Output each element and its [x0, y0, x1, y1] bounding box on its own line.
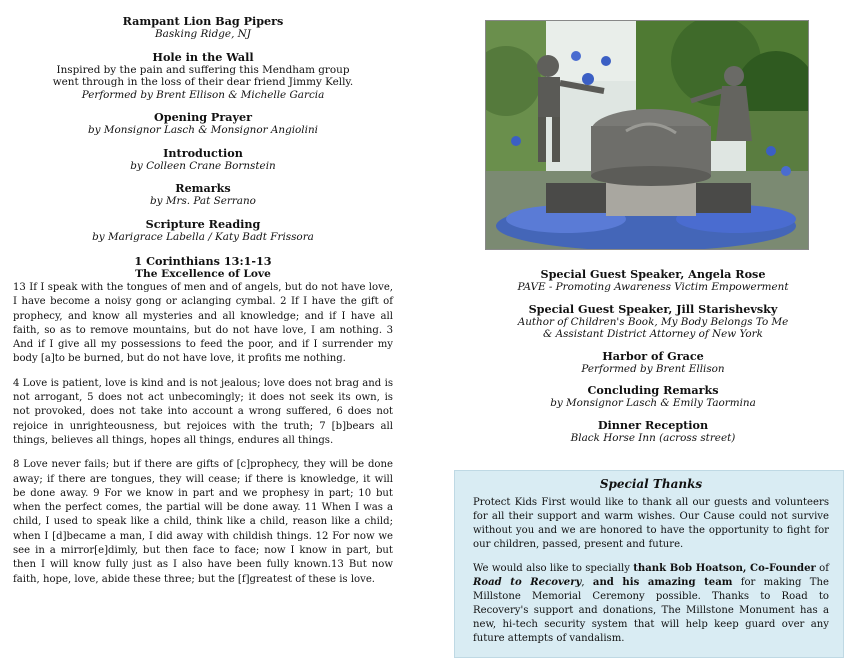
thanks-text: for making The Millstone Memorial Ceremony possible. Thanks to Road to Recovery's support and donations, The Millstone Monument has a new, hi-tech security system that will help keep guard over any future attempts of vandalism.: [473, 577, 829, 644]
program-item-title: Scripture Reading: [145, 216, 261, 231]
program-item-credit: by Marigrace Labella / Katy Badt Frissora: [92, 230, 314, 243]
left-column: [13, 14, 393, 597]
scripture-paragraph-3: 8 Love never fails; but if there are gifts of [c]prophecy, they will be done away; if there are tongues, they will cease; if there is knowledge, it will be done away. 9 For we know in part and we prophesy in part; 10 but when the perfect comes, the partial will be done away. 11 When I was a child, I used to speak like a child, think like a child, reason like a child; when I [d]became a man, I did away with childish things. 12 For now we see in a mirror[e]dimly, but then face to face; now I know in part, but then I will know fully just as I also have been fully known.13 But now faith, hope, love, abide these three; but the [f]greatest of these is love.: [13, 459, 393, 585]
program-item: [13, 181, 393, 208]
thanks-road-to-recovery: Road to Recovery: [473, 577, 582, 588]
program-item-line: went through in the loss of their dear friend Jimmy Kelly.: [52, 76, 354, 88]
scripture-subtitle: The Excellence of Love: [135, 268, 271, 280]
program-item-title: Special Guest Speaker, Jill Starishevsky: [528, 301, 778, 316]
program-item: [458, 267, 848, 294]
scripture-paragraph-1: 13 If I speak with the tongues of men and of angels, but do not have love, I have become a noisy gong or aclanging cymbal. 2 If I have the gift of prophecy, and know all mysteries and all knowledge; and if I have all faith, so as to remove mountains, but do not have love, I am nothing. 3 And if I give all my possessions to feed the poor, and if I surrender my body [a]to be burned, but do not have love, it profits me nothing.: [13, 282, 393, 365]
thanks-text: of: [815, 563, 829, 574]
special-thanks-heading: Special Thanks: [599, 477, 703, 491]
program-item-credit: PAVE - Promoting Awareness Victim Empowerment: [517, 281, 789, 293]
program-item-title: Rampant Lion Bag Pipers: [122, 14, 284, 28]
program-list-right: [458, 267, 848, 444]
program-item-title: Opening Prayer: [154, 110, 252, 124]
program-item-credit: by Monsignor Lasch & Emily Taormina: [550, 397, 756, 409]
program-item-line: Inspired by the pain and suffering this Mendham group: [56, 63, 350, 76]
thanks-text: ,: [581, 577, 593, 588]
program-item-credit: Basking Ridge, NJ: [155, 28, 251, 40]
thanks-cofounder: thank Bob Hoatson, Co-Founder: [633, 563, 816, 574]
program-item-title: Hole in the Wall: [152, 49, 254, 64]
program-item-credit: by Colleen Crane Bornstein: [130, 159, 276, 172]
program-item: [13, 50, 393, 102]
program-item-credit: Performed by Brent Ellison: [581, 362, 725, 375]
program-item: [458, 383, 848, 410]
program-item-title: Dinner Reception: [597, 417, 709, 432]
program-item: [458, 302, 848, 341]
program-item-credit: Performed by Brent Ellison & Michelle Garcia: [81, 88, 325, 101]
memorial-statue-photo: [485, 20, 809, 250]
program-item-credit: by Mrs. Pat Serrano: [150, 195, 256, 207]
program-item-title: Special Guest Speaker, Angela Rose: [540, 267, 766, 281]
scripture-heading: [13, 254, 393, 281]
scripture-reference: 1 Corinthians 13:1-13: [134, 254, 272, 268]
thanks-team: and his amazing team: [592, 577, 733, 588]
program-item-title: Harbor of Grace: [602, 348, 704, 363]
program-item-title: Concluding Remarks: [587, 383, 719, 397]
special-thanks-paragraph-2: [473, 562, 829, 646]
program-item: [458, 418, 848, 445]
program-item: [13, 146, 393, 173]
program-item-title: Introduction: [163, 145, 243, 160]
photo-illustration: [486, 21, 808, 249]
program-item: [458, 349, 848, 376]
right-column: [458, 20, 848, 452]
program-item: [13, 217, 393, 244]
program-item: [13, 110, 393, 137]
program-item: [13, 14, 393, 41]
program-item-credit: & Assistant District Attorney of New York: [543, 328, 763, 340]
program-list-left: [13, 14, 393, 243]
special-thanks-box: [454, 470, 844, 658]
program-item-credit: Black Horse Inn (across street): [570, 431, 736, 444]
scripture-paragraph-2: 4 Love is patient, love is kind and is not jealous; love does not brag and is not arrogant, 5 does not act unbecomingly; it does not seek its own, is not provoked, does not take into account a wrong suffered, 6 does not rejoice in unrighteousness, but rejoices with the truth; 7 [b]bears all things, believes all things, hopes all things, endures all things.: [13, 377, 393, 446]
program-item-credit: by Monsignor Lasch & Monsignor Angiolini: [88, 124, 318, 136]
program-item-credit: Author of Children's Book, My Body Belongs To Me: [517, 315, 789, 328]
special-thanks-paragraph-1: Protect Kids First would like to thank all our guests and volunteers for all their support and warm wishes. Our Cause could not survive without you and we are honored to have the opportunity to fight for our children, passed, present and future.: [473, 497, 829, 550]
program-item-title: Remarks: [175, 181, 231, 195]
thanks-text: We would also like to specially: [473, 563, 634, 574]
